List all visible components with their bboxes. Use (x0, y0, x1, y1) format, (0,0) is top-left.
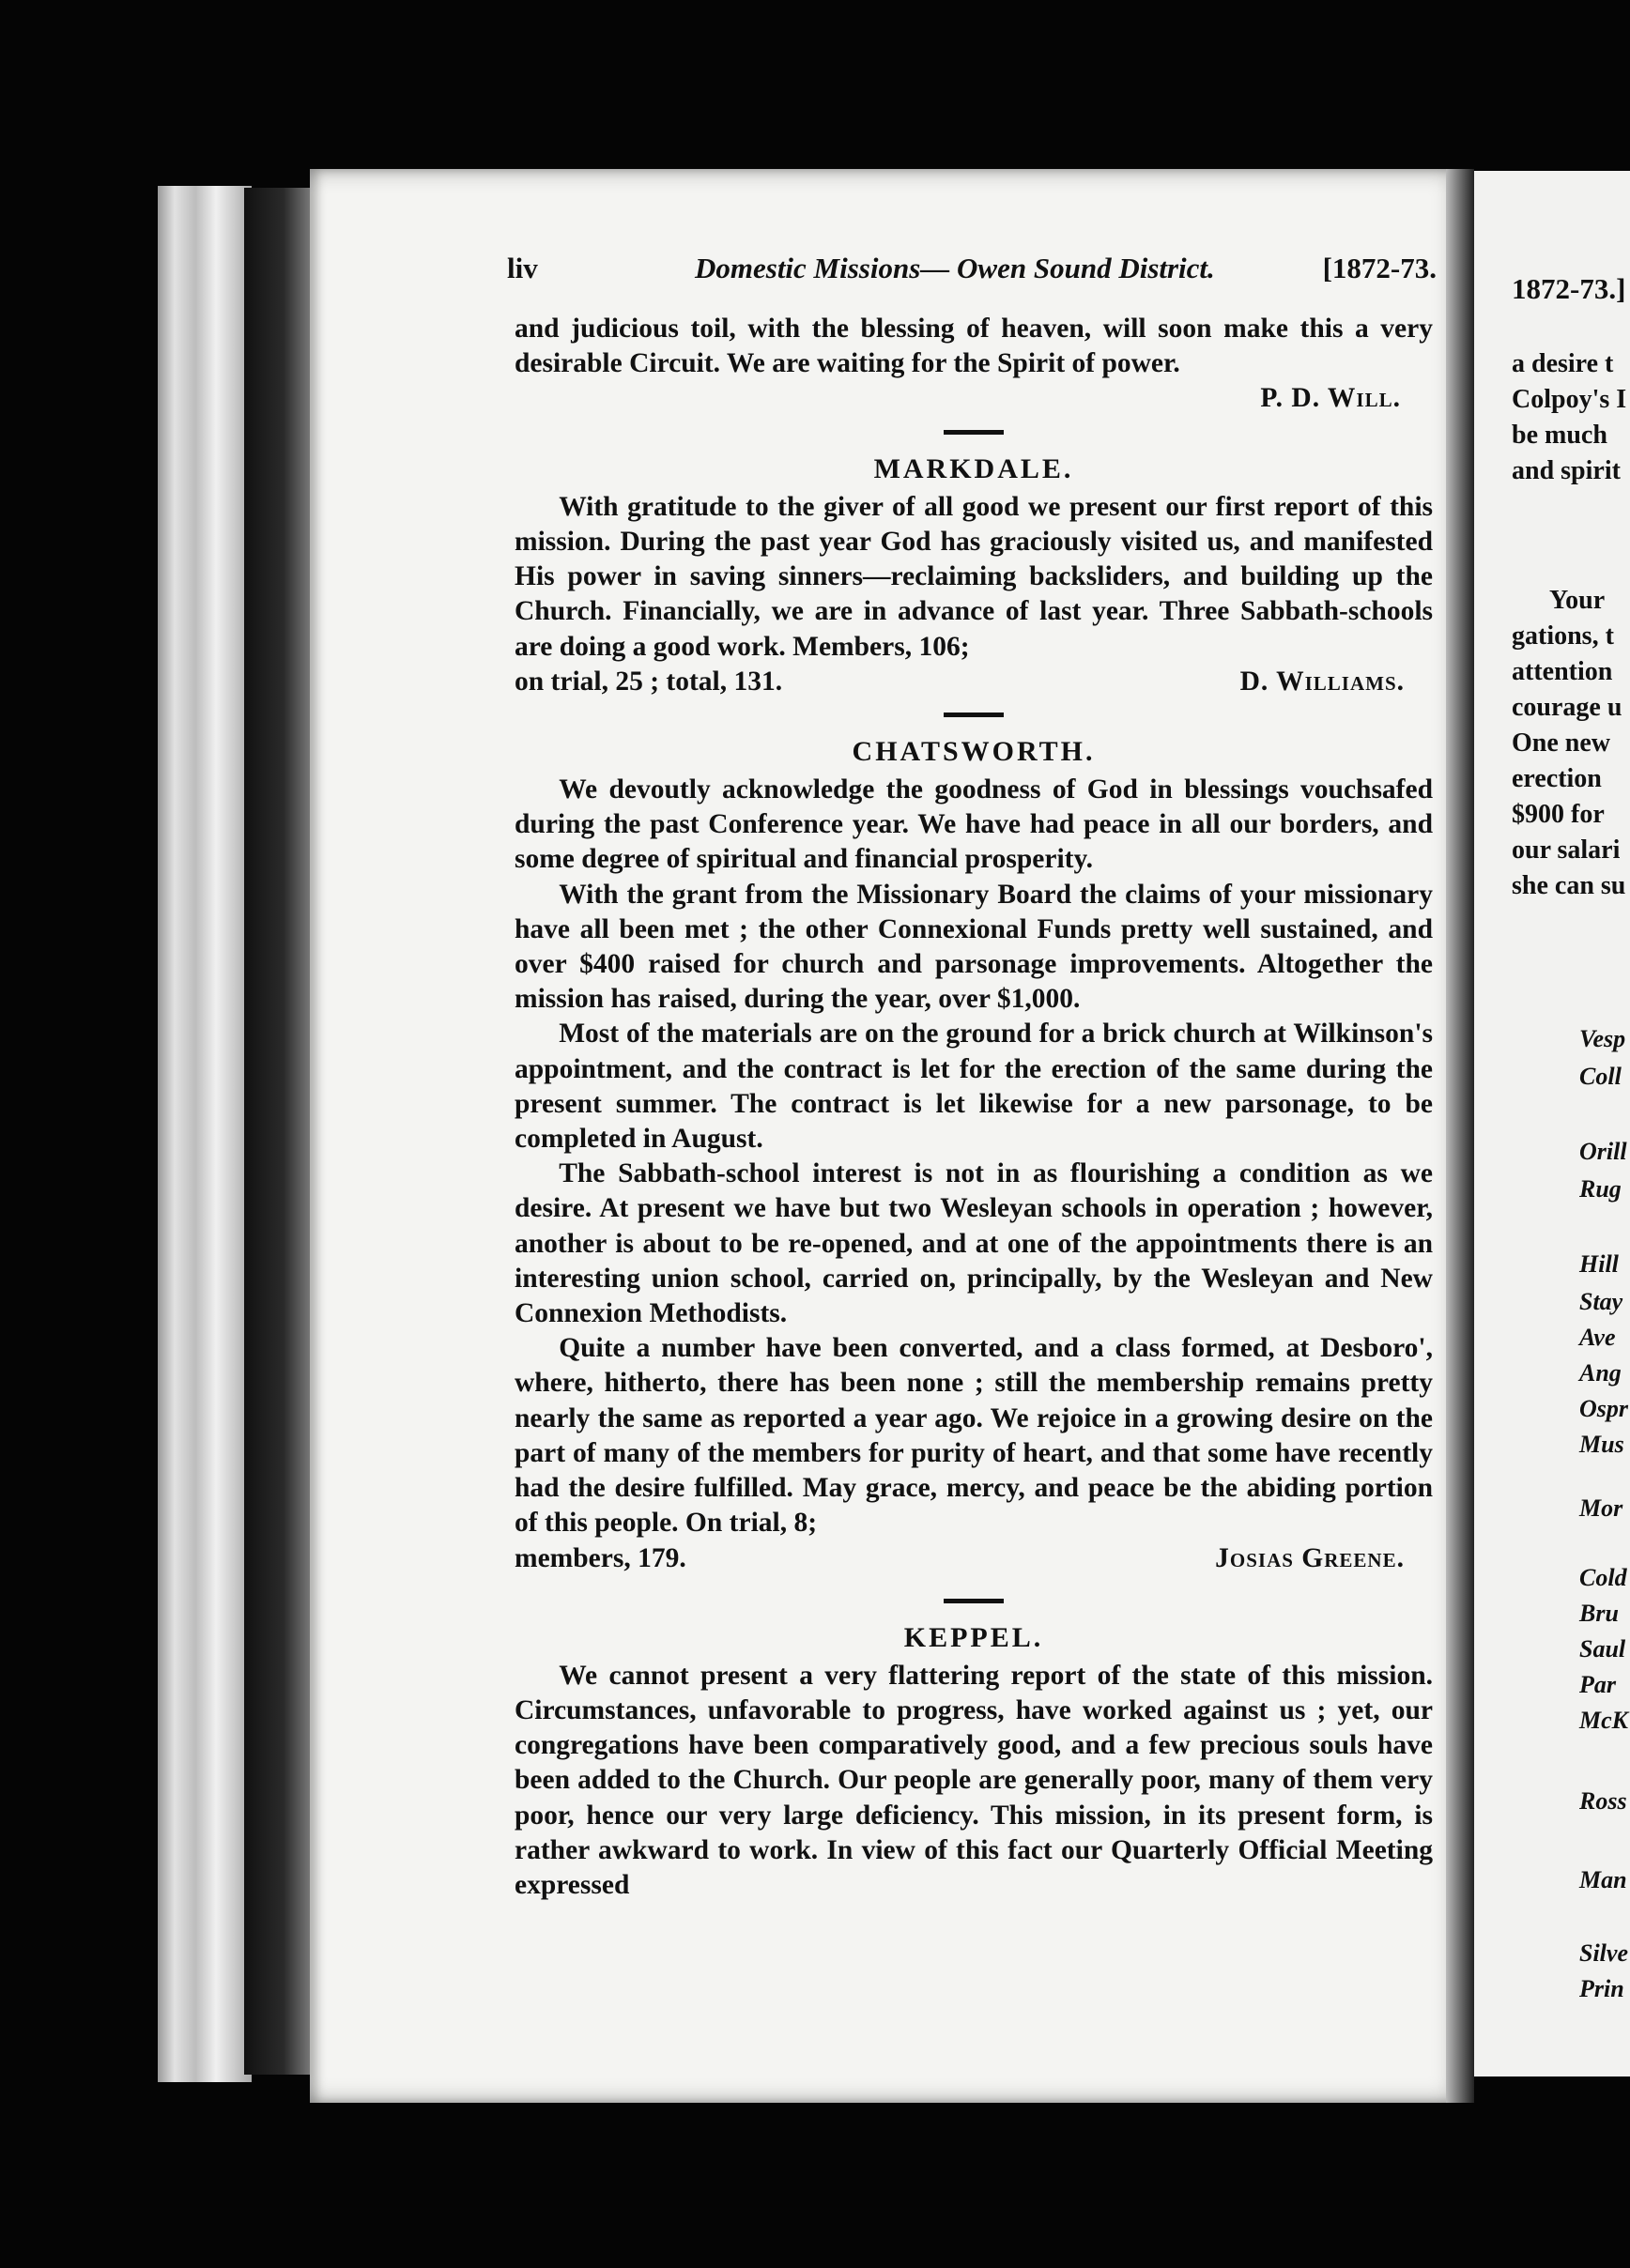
adjacent-line: attention (1512, 657, 1613, 686)
adjacent-name: Mus (1579, 1431, 1624, 1458)
adjacent-line: gations, t (1512, 621, 1614, 651)
chatsworth-paragraph-4: The Sabbath-school interest is not in as flourishing a condition as we desire. At present we have but two Wesleyan schools in operation ; however, another is about to be re-opened, and at one of the appointments there is an interesting union school, carried on, principally, by the Wesleyan and New Connexion Methodists. (515, 1158, 1433, 1329)
adjacent-name: Silve (1579, 1939, 1628, 1967)
adjacent-line: and spirit (1512, 456, 1621, 485)
adjacent-name: Stay (1579, 1288, 1623, 1315)
adjacent-name: Ang (1579, 1359, 1622, 1387)
chatsworth-paragraph-5: Quite a number have been converted, and a class formed, at Desboro', where, hitherto, there has been none ; still the membership remains pretty nearly the same as reported a year ago. We rejoice in a growing desire on the part of many of the members for purity of heart, and that some have recently had the desire fulfilled. May grace, mercy, and peace be the abiding portion of this people. On trial, 8; (515, 1333, 1433, 1539)
adjacent-line: Colpoy's I (1512, 385, 1627, 414)
adjacent-name: Rug (1579, 1175, 1622, 1203)
adjacent-name: Cold (1579, 1564, 1627, 1591)
adjacent-line: One new (1512, 728, 1610, 758)
section-title-chatsworth: CHATSWORTH. (852, 735, 1096, 767)
signature-will: P. D. Will. (1260, 383, 1401, 414)
page-number: liv (507, 252, 538, 284)
markdale-paragraph: With gratitude to the giver of all good we present our first report of this mission. During the past year God has graciously visited us, and manifested His power in saving sinners—reclaiming backsliders, and building up the Church. Financially, we are in advance of last year. Three Sabbath-schools are doing a good work. Members, 106; (515, 491, 1433, 662)
chatsworth-closing-line (515, 1541, 1433, 1576)
page-header (507, 252, 1437, 299)
signature-williams: D. Williams. (1239, 666, 1405, 697)
adjacent-line: Your (1549, 586, 1606, 615)
adjacent-line: $900 for (1512, 800, 1605, 829)
markdale-closing-line (515, 665, 1433, 699)
adjacent-name: Ross (1579, 1787, 1627, 1815)
page-body (515, 312, 1433, 1903)
page-gutter (1446, 169, 1474, 2103)
adjacent-line: our salari (1512, 835, 1621, 865)
section-divider (944, 1599, 1004, 1603)
adjacent-line: she can su (1512, 871, 1626, 900)
section-divider (944, 430, 1004, 435)
running-title: Domestic Missions— Owen Sound District. (695, 252, 1215, 284)
adjacent-name: Man (1579, 1866, 1627, 1893)
book-page-stack-edge (158, 186, 252, 2082)
adjacent-line: be much (1512, 421, 1607, 450)
adjacent-page (1474, 171, 1630, 2076)
adjacent-name: Prin (1579, 1975, 1624, 2002)
chatsworth-members: members, 179. (515, 1542, 686, 1573)
section-divider (944, 713, 1004, 717)
adjacent-line: erection (1512, 764, 1602, 793)
chatsworth-paragraph-2: With the grant from the Missionary Board the claims of your missionary have all been met ; the other Connexional Funds pretty well sustained, and over $400 raised for church and parsonage improvements. Altogether the mission has raised, during the year, over $1,000. (515, 879, 1433, 1015)
keppel-paragraph: We cannot present a very flattering report of the state of this mission. Circumstances, unfavorable to progress, have worked against us ; yet, our congregations have been comparatively good, and a few precious souls have been added to the Church. Our people are generally poor, many of them very poor, hence our very large deficiency. This mission, in its present form, is rather awkward to work. In view of this fact our Quarterly Official Meeting expressed (515, 1660, 1433, 1900)
adjacent-line: a desire t (1512, 349, 1614, 378)
chatsworth-paragraph-3: Most of the materials are on the ground for a brick church at Wilkinson's appointment, and the contract is let for the erection of the same during the present summer. The contract is let likewise for a new parsonage, to be completed in August. (515, 1019, 1433, 1155)
adjacent-name: Mor (1579, 1494, 1623, 1522)
section-title-keppel: KEPPEL. (903, 1621, 1044, 1653)
adjacent-name: Vesp (1579, 1025, 1626, 1052)
adjacent-name: Par (1579, 1671, 1616, 1698)
adjacent-name: Saul (1579, 1635, 1626, 1663)
chatsworth-paragraph-1: We devoutly acknowledge the goodness of God in blessings vouchsafed during the past Conference year. We have had peace in all our borders, and some degree of spiritual and financial prosperity. (515, 774, 1433, 875)
adjacent-name: Orill (1579, 1138, 1627, 1165)
adjacent-name: Hill (1579, 1250, 1619, 1278)
header-year: [1872-73. (1322, 252, 1437, 284)
section-title-markdale: MARKDALE. (873, 452, 1074, 484)
adjacent-page-header: 1872-73.] (1512, 272, 1626, 305)
adjacent-name: Ave (1579, 1324, 1616, 1351)
adjacent-line: courage u (1512, 693, 1622, 722)
adjacent-name: Ospr (1579, 1395, 1629, 1422)
opening-paragraph: and judicious toil, with the blessing of heaven, will soon make this a very desirable Circuit. We are waiting for the Spirit of power. (515, 314, 1433, 379)
adjacent-name: McK (1579, 1707, 1628, 1734)
markdale-totals: on trial, 25 ; total, 131. (515, 666, 783, 697)
adjacent-name: Bru (1579, 1600, 1619, 1627)
adjacent-name: Coll (1579, 1063, 1622, 1090)
book-binding-shadow (244, 188, 310, 2075)
signature-greene: Josias Greene. (1215, 1542, 1405, 1573)
